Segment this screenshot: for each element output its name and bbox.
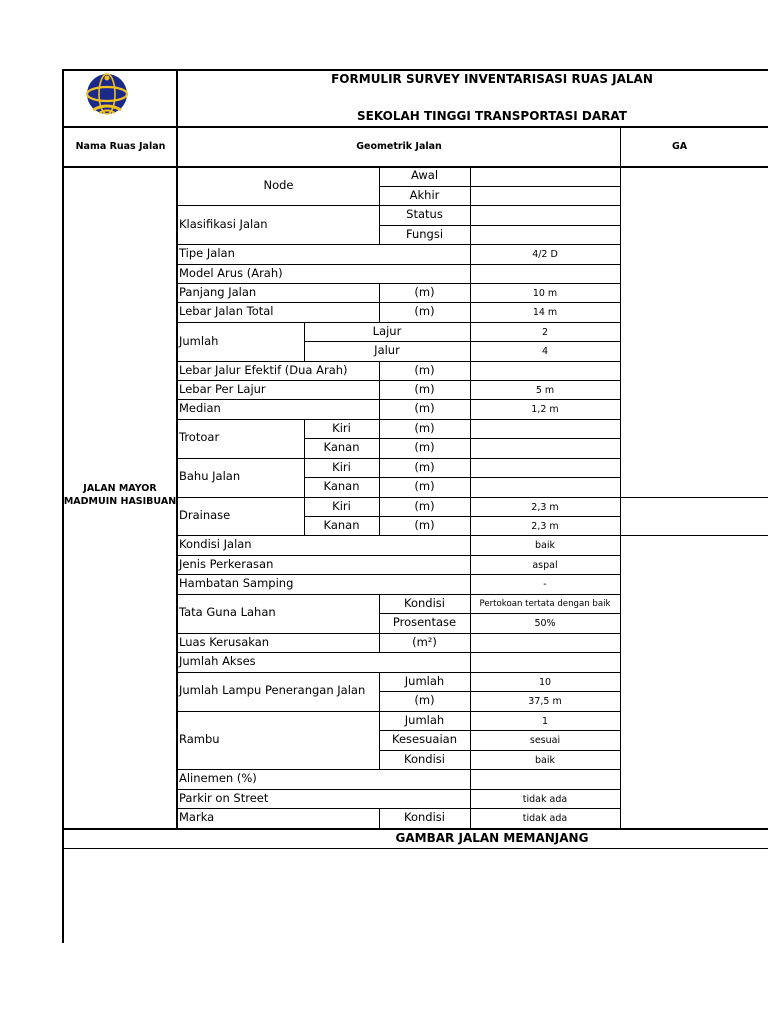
unit-lebar-efektif: (m) [414,363,435,377]
label-alinemen: Alinemen (%) [179,771,257,785]
unit-luas-kerusakan: (m²) [412,635,437,649]
label-status: Status [406,207,443,221]
label-panjang: Panjang Jalan [179,285,257,299]
value-tipe-jalan: 4/2 D [532,249,558,260]
label-tata-guna: Tata Guna Lahan [179,605,276,619]
value-prosentase: 50% [534,618,556,629]
label-lebar-efektif: Lebar Jalur Efektif (Dua Arah) [179,363,348,377]
label-fungsi: Fungsi [405,227,444,241]
label-trotoar-kanan: Kanan [323,440,360,454]
label-node: Node [263,178,294,192]
label-lebar-total: Lebar Jalan Total [179,304,274,318]
value-tata-kondisi: Pertokoan tertata dengan baik [479,599,611,609]
section-gambar-memanjang: GAMBAR JALAN MEMANJANG [395,831,589,845]
label-jumlah-akses: Jumlah Akses [179,654,256,668]
value-rambu-jumlah: 1 [541,716,549,727]
value-lajur: 2 [541,327,549,338]
label-drainase-kanan: Kanan [323,518,360,532]
label-hambatan: Hambatan Samping [179,576,294,590]
label-bahu-jalan: Bahu Jalan [179,469,241,483]
value-hambatan: - [543,579,547,590]
value-lampu-jumlah: 10 [538,677,552,688]
label-lebar-per-lajur: Lebar Per Lajur [179,382,266,396]
value-lebar-per-lajur: 5 m [535,385,555,396]
label-kesesuaian: Kesesuaian [392,732,457,746]
label-jumlah: Jumlah [179,334,219,348]
label-drainase: Drainase [179,508,231,522]
label-rambu-kondisi: Kondisi [404,752,445,766]
unit-panjang: (m) [414,285,435,299]
column-header-nama-ruas: Nama Ruas Jalan [75,141,166,152]
label-awal: Awal [410,168,439,182]
unit-drainase-kanan: (m) [414,518,435,532]
unit-bahu-kanan: (m) [414,479,435,493]
label-tipe-jalan: Tipe Jalan [179,246,235,260]
form-subtitle: SEKOLAH TINGGI TRANSPORTASI DARAT [357,109,627,123]
label-bahu-kiri: Kiri [332,460,351,474]
column-header-geometrik: Geometrik Jalan [356,141,442,152]
value-kesesuaian: sesuai [529,735,561,746]
value-drainase-kanan: 2,3 m [531,521,559,532]
label-jenis-perkerasan: Jenis Perkerasan [179,557,274,571]
label-tata-kondisi: Kondisi [404,596,445,610]
value-rambu-kondisi: baik [535,755,555,766]
unit-bahu-kiri: (m) [414,460,435,474]
label-drainase-kiri: Kiri [332,499,351,513]
label-lampu: Jumlah Lampu Penerangan Jalan [179,683,366,697]
label-median: Median [179,401,221,415]
label-bahu-kanan: Kanan [323,479,360,493]
road-name-line2: MADMUIN HASIBUAN [63,496,177,507]
globe-emblem-icon [84,72,130,118]
label-trotoar-kiri: Kiri [332,421,351,435]
unit-lebar-per-lajur: (m) [414,382,435,396]
value-parkir: tidak ada [522,794,568,805]
column-header-gambar: GA [672,141,688,152]
form-title: FORMULIR SURVEY INVENTARISASI RUAS JALAN [331,72,653,86]
unit-lebar-total: (m) [414,304,435,318]
label-lajur: Lajur [372,324,402,338]
label-rambu-jumlah: Jumlah [404,713,445,727]
value-panjang: 10 m [532,288,558,299]
label-luas-kerusakan: Luas Kerusakan [179,635,270,649]
value-median: 1,2 m [531,404,559,415]
unit-drainase-kiri: (m) [414,499,435,513]
value-jalur: 4 [541,346,549,357]
value-jenis-perkerasan: aspal [532,560,558,571]
label-jalur: Jalur [374,343,400,357]
label-kondisi-jalan: Kondisi Jalan [179,537,252,551]
unit-trotoar-kanan: (m) [414,440,435,454]
unit-trotoar-kiri: (m) [414,421,435,435]
label-prosentase: Prosentase [392,615,457,629]
label-klasifikasi: Klasifikasi Jalan [179,217,268,231]
value-lebar-total: 14 m [532,307,558,318]
label-rambu: Rambu [179,732,220,746]
value-kondisi-jalan: baik [535,540,555,551]
label-model-arus: Model Arus (Arah) [179,266,283,280]
road-name-line1: JALAN MAYOR [83,483,157,494]
label-parkir: Parkir on Street [179,791,269,805]
label-marka-kondisi: Kondisi [404,810,445,824]
label-lampu-jumlah: Jumlah [404,674,445,688]
unit-median: (m) [414,401,435,415]
label-trotoar: Trotoar [179,430,220,444]
label-marka: Marka [179,810,215,824]
value-drainase-kiri: 2,3 m [531,502,559,513]
value-lampu-m: 37,5 m [528,696,562,707]
value-marka: tidak ada [522,813,568,824]
unit-lampu: (m) [414,693,435,707]
label-akhir: Akhir [409,188,440,202]
